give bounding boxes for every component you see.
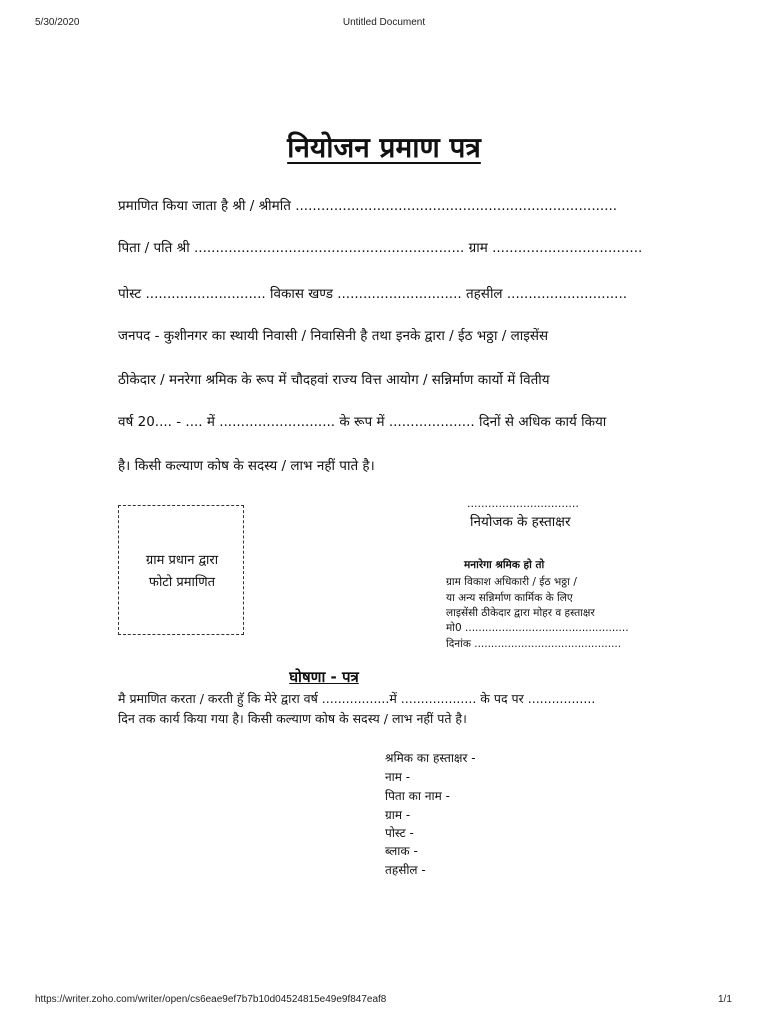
certificate-line-7: है। किसी कल्याण कोष के सदस्य / लाभ नहीं पाते है। [118,458,375,474]
print-page-number: 1/1 [718,994,732,1005]
photo-box-line-2: फोटो प्रमाणित [148,575,216,590]
declaration-title: घोषणा - पत्र [289,668,359,686]
certificate-line-2: पिता / पति श्री ............................................................... ग्राम ................................... [118,240,643,256]
worker-village-field: ग्राम - [385,808,411,822]
worker-name-field: नाम - [385,770,411,784]
employer-signature-line: ................................ [467,497,579,510]
certificate-line-4: जनपद - कुशीनगर का स्थायी निवासी / निवासिनी है तथा इनके द्वारा / ईठ भठ्ठा / लाइसेंस [118,328,549,344]
certificate-title: नियोजन प्रमाण पत्र [287,131,481,164]
print-date: 5/30/2020 [35,17,80,28]
certificate-line-6: वर्ष 20.... - .... में ........................... के रूप में .................... दिनों से अधिक कार्य किया [118,414,607,430]
mgnrega-note-line-5: दिनांक ............................................ [446,638,622,650]
certificate-line-1: प्रमाणित किया जाता है श्री / श्रीमति ........................................................................... [118,198,618,214]
worker-father-name-field: पिता का नाम - [385,789,450,803]
worker-post-field: पोस्ट - [385,826,414,840]
photo-box [118,505,244,635]
certificate-line-5: ठीकेदार / मनरेगा श्रमिक के रूप में चौदहवां राज्य वित्त आयोग / सन्निर्माण कार्यो में वितीय [118,372,550,388]
print-url: https://writer.zoho.com/writer/open/cs6eae9ef7b7b10d04524815e49e9f847eaf8 [35,994,387,1005]
worker-tehsil-field: तहसील - [385,863,426,877]
photo-box-line-1: ग्राम प्रधान द्वारा [145,553,219,568]
declaration-line-2: दिन तक कार्य किया गया है। किसी कल्याण कोष के सदस्य / लाभ नहीं पते है। [118,711,467,726]
mgnrega-note-line-1: ग्राम विकाश अधिकारी / ईठ भठ्ठा / [446,576,577,588]
certificate-line-3: पोस्ट ............................ विकास खण्ड ............................. तहसील ............................ [118,286,628,302]
worker-block-field: ब्लाक - [385,844,418,858]
worker-signature-field: श्रमिक का हस्ताक्षर - [385,751,476,765]
mgnrega-note-heading: मनारेगा श्रमिक हो तो [464,559,545,571]
mgnrega-note-line-3: लाइसेंसी ठीकेदार द्वारा मोहर व हस्ताक्षर [446,607,595,619]
mgnrega-note-line-2: या अन्य सन्निर्माण कार्मिक के लिए [446,592,573,604]
mgnrega-note-line-4: मो0 ................................................. [446,622,629,634]
print-doc-title: Untitled Document [342,17,426,28]
declaration-line-1: मै प्रमाणित करता / करती हुॅ कि मेरे द्वारा वर्ष .................में ................... के पद पर ................. [118,691,596,706]
employer-signature-label: नियोजक के हस्ताक्षर [470,514,571,530]
